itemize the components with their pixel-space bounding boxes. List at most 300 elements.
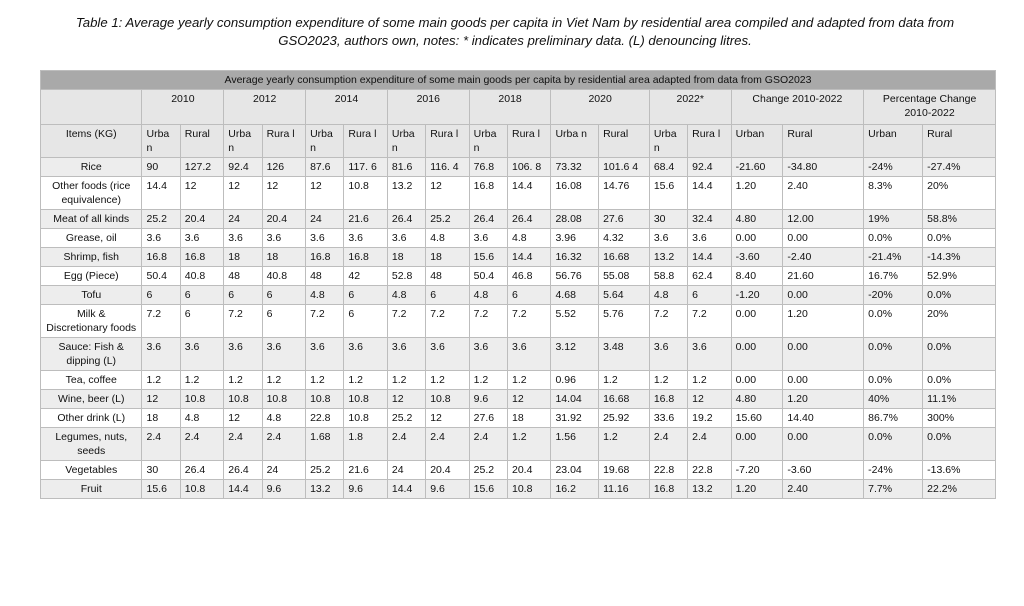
table-cell: 300% bbox=[923, 409, 996, 428]
item-name: Legumes, nuts, seeds bbox=[41, 428, 142, 461]
table-cell: 14.4 bbox=[142, 177, 180, 210]
table-cell: 10.8 bbox=[426, 390, 469, 409]
table-cell: 1.2 bbox=[180, 371, 223, 390]
table-cell: 6 bbox=[180, 305, 223, 338]
table-cell: 12 bbox=[262, 177, 305, 210]
table-cell: 3.6 bbox=[469, 229, 507, 248]
table-caption bbox=[40, 14, 990, 50]
table-cell: 6 bbox=[224, 286, 262, 305]
table-cell: 48 bbox=[306, 267, 344, 286]
table-cell: 3.6 bbox=[649, 229, 687, 248]
table-cell: 1.2 bbox=[507, 428, 550, 461]
table-cell: 24 bbox=[262, 461, 305, 480]
table-cell: 25.2 bbox=[142, 210, 180, 229]
table-cell: 9.6 bbox=[426, 480, 469, 499]
table-cell: -3.60 bbox=[783, 461, 864, 480]
items-header: Items (KG) bbox=[41, 125, 142, 158]
table-cell: 16.8 bbox=[180, 248, 223, 267]
table-cell: 3.6 bbox=[387, 338, 425, 371]
table-cell: 26.4 bbox=[180, 461, 223, 480]
table-cell: 20% bbox=[923, 177, 996, 210]
table-cell: 14.40 bbox=[783, 409, 864, 428]
table-cell: 0.0% bbox=[864, 338, 923, 371]
table-cell: 1.2 bbox=[387, 371, 425, 390]
year-header-row bbox=[41, 90, 996, 125]
table-cell: -7.20 bbox=[731, 461, 783, 480]
table-cell: -3.60 bbox=[731, 248, 783, 267]
table-cell: -24% bbox=[864, 461, 923, 480]
table-cell: -21.4% bbox=[864, 248, 923, 267]
table-cell: 40.8 bbox=[262, 267, 305, 286]
table-cell: 12 bbox=[306, 177, 344, 210]
table-cell: 19.68 bbox=[599, 461, 650, 480]
table-cell: 11.1% bbox=[923, 390, 996, 409]
table-cell: 3.6 bbox=[142, 338, 180, 371]
area-header: Rura l bbox=[688, 125, 731, 158]
table-cell: -20% bbox=[864, 286, 923, 305]
table-cell: 1.20 bbox=[783, 390, 864, 409]
table-cell: 23.04 bbox=[551, 461, 599, 480]
table-cell: 0.00 bbox=[731, 338, 783, 371]
year-header: 2012 bbox=[224, 90, 306, 125]
table-cell: 42 bbox=[344, 267, 387, 286]
table-cell: 0.0% bbox=[923, 229, 996, 248]
table-cell: 16.8 bbox=[344, 248, 387, 267]
table-cell: -1.20 bbox=[731, 286, 783, 305]
table-cell: 16.8 bbox=[469, 177, 507, 210]
table-cell: 3.6 bbox=[344, 229, 387, 248]
table-cell: 4.8 bbox=[507, 229, 550, 248]
table-cell: 21.6 bbox=[344, 210, 387, 229]
table-cell: 4.8 bbox=[387, 286, 425, 305]
table-row bbox=[41, 461, 996, 480]
table-cell: 6 bbox=[426, 286, 469, 305]
table-cell: 2.40 bbox=[783, 177, 864, 210]
item-name: Tea, coffee bbox=[41, 371, 142, 390]
table-cell: 16.32 bbox=[551, 248, 599, 267]
table-cell: 3.6 bbox=[387, 229, 425, 248]
item-name: Tofu bbox=[41, 286, 142, 305]
table-cell: 3.6 bbox=[649, 338, 687, 371]
table-cell: 52.9% bbox=[923, 267, 996, 286]
table-title: Average yearly consumption expenditure of some main goods per capita by residential area adapted from data from GSO2023 bbox=[41, 71, 996, 90]
table-cell: 1.2 bbox=[262, 371, 305, 390]
table-cell: 2.40 bbox=[783, 480, 864, 499]
table-cell: 1.2 bbox=[344, 371, 387, 390]
table-row bbox=[41, 267, 996, 286]
area-header: Urban bbox=[731, 125, 783, 158]
table-cell: 76.8 bbox=[469, 158, 507, 177]
table-cell: 3.6 bbox=[688, 338, 731, 371]
table-cell: 3.6 bbox=[180, 338, 223, 371]
table-cell: 4.8 bbox=[180, 409, 223, 428]
table-cell: 20.4 bbox=[180, 210, 223, 229]
table-cell: 19% bbox=[864, 210, 923, 229]
table-cell: 10.8 bbox=[180, 480, 223, 499]
table-cell: 22.8 bbox=[306, 409, 344, 428]
table-cell: 4.8 bbox=[306, 286, 344, 305]
area-header: Rura l bbox=[426, 125, 469, 158]
table-cell: 12 bbox=[507, 390, 550, 409]
table-cell: 12.00 bbox=[783, 210, 864, 229]
table-cell: 15.6 bbox=[649, 177, 687, 210]
table-cell: 25.2 bbox=[469, 461, 507, 480]
table-cell: 3.6 bbox=[306, 338, 344, 371]
table-cell: 16.7% bbox=[864, 267, 923, 286]
table-cell: 16.08 bbox=[551, 177, 599, 210]
item-name: Other foods (rice equivalence) bbox=[41, 177, 142, 210]
table-cell: 7.2 bbox=[649, 305, 687, 338]
table-cell: 26.4 bbox=[387, 210, 425, 229]
table-cell: 5.64 bbox=[599, 286, 650, 305]
table-cell: 18 bbox=[387, 248, 425, 267]
table-cell: 3.12 bbox=[551, 338, 599, 371]
table-row bbox=[41, 177, 996, 210]
table-cell: 1.2 bbox=[688, 371, 731, 390]
table-cell: 0.00 bbox=[783, 338, 864, 371]
table-cell: 92.4 bbox=[224, 158, 262, 177]
table-cell: 0.00 bbox=[731, 305, 783, 338]
table-cell: 21.60 bbox=[783, 267, 864, 286]
table-cell: 62.4 bbox=[688, 267, 731, 286]
table-cell: 87.6 bbox=[306, 158, 344, 177]
table-cell: 1.2 bbox=[507, 371, 550, 390]
table-cell: 13.2 bbox=[688, 480, 731, 499]
table-cell: 4.32 bbox=[599, 229, 650, 248]
caption-line-1: Table 1: Average yearly consumption expenditure of some main goods per capita in Viet Nam by residential area compiled and adapted from data from bbox=[75, 15, 955, 30]
table-cell: 2.4 bbox=[224, 428, 262, 461]
area-header: Urban bbox=[864, 125, 923, 158]
table-cell: 12 bbox=[426, 177, 469, 210]
table-cell: 4.8 bbox=[469, 286, 507, 305]
table-cell: 9.6 bbox=[344, 480, 387, 499]
table-row bbox=[41, 428, 996, 461]
table-row bbox=[41, 229, 996, 248]
table-cell: 10.8 bbox=[262, 390, 305, 409]
table-cell: 7.7% bbox=[864, 480, 923, 499]
table-cell: 4.8 bbox=[262, 409, 305, 428]
table-cell: 14.4 bbox=[688, 177, 731, 210]
table-cell: 0.0% bbox=[923, 338, 996, 371]
table-cell: 20% bbox=[923, 305, 996, 338]
table-cell: 11.16 bbox=[599, 480, 650, 499]
table-cell: 5.52 bbox=[551, 305, 599, 338]
area-header: Rural bbox=[783, 125, 864, 158]
table-cell: 0.00 bbox=[783, 371, 864, 390]
table-cell: 50.4 bbox=[469, 267, 507, 286]
year-header: 2016 bbox=[387, 90, 469, 125]
table-cell: 0.0% bbox=[923, 286, 996, 305]
table-cell: 25.2 bbox=[306, 461, 344, 480]
table-cell: 0.00 bbox=[783, 229, 864, 248]
table-cell: 6 bbox=[344, 286, 387, 305]
table-cell: 14.4 bbox=[507, 248, 550, 267]
table-cell: 4.80 bbox=[731, 210, 783, 229]
table-cell: 20.4 bbox=[426, 461, 469, 480]
table-title-row bbox=[41, 71, 996, 90]
table-cell: 10.8 bbox=[306, 390, 344, 409]
table-cell: 68.4 bbox=[649, 158, 687, 177]
table-cell: 3.6 bbox=[344, 338, 387, 371]
table-cell: 24 bbox=[224, 210, 262, 229]
table-cell: 8.40 bbox=[731, 267, 783, 286]
table-cell: -27.4% bbox=[923, 158, 996, 177]
table-cell: 1.20 bbox=[731, 480, 783, 499]
area-header: Urba n bbox=[551, 125, 599, 158]
table-cell: 58.8% bbox=[923, 210, 996, 229]
table-cell: -34.80 bbox=[783, 158, 864, 177]
table-cell: 7.2 bbox=[306, 305, 344, 338]
item-name: Vegetables bbox=[41, 461, 142, 480]
table-cell: 26.4 bbox=[469, 210, 507, 229]
table-cell: 18 bbox=[507, 409, 550, 428]
table-cell: -21.60 bbox=[731, 158, 783, 177]
table-cell: 6 bbox=[344, 305, 387, 338]
table-cell: 58.8 bbox=[649, 267, 687, 286]
table-cell: 52.8 bbox=[387, 267, 425, 286]
table-cell: 1.20 bbox=[783, 305, 864, 338]
table-cell: 6 bbox=[507, 286, 550, 305]
table-cell: 1.2 bbox=[599, 428, 650, 461]
area-header: Urba n bbox=[469, 125, 507, 158]
table-cell: 46.8 bbox=[507, 267, 550, 286]
table-row bbox=[41, 338, 996, 371]
table-row bbox=[41, 409, 996, 428]
table-cell: 2.4 bbox=[649, 428, 687, 461]
item-name: Milk & Discretionary foods bbox=[41, 305, 142, 338]
table-cell: 3.6 bbox=[224, 338, 262, 371]
item-name: Meat of all kinds bbox=[41, 210, 142, 229]
table-cell: 126 bbox=[262, 158, 305, 177]
table-cell: 40.8 bbox=[180, 267, 223, 286]
table-cell: 25.2 bbox=[426, 210, 469, 229]
table-cell: 2.4 bbox=[688, 428, 731, 461]
item-name: Sauce: Fish & dipping (L) bbox=[41, 338, 142, 371]
table-cell: 0.0% bbox=[864, 428, 923, 461]
table-cell: 18 bbox=[426, 248, 469, 267]
table-cell: 106. 8 bbox=[507, 158, 550, 177]
table-cell: 0.96 bbox=[551, 371, 599, 390]
table-cell: 101.6 4 bbox=[599, 158, 650, 177]
table-cell: 26.4 bbox=[224, 461, 262, 480]
table-cell: 7.2 bbox=[142, 305, 180, 338]
table-cell: 21.6 bbox=[344, 461, 387, 480]
table-row bbox=[41, 480, 996, 499]
item-name: Other drink (L) bbox=[41, 409, 142, 428]
table-cell: 12 bbox=[426, 409, 469, 428]
table-cell: 22.8 bbox=[688, 461, 731, 480]
table-cell: 0.0% bbox=[923, 371, 996, 390]
table-cell: 81.6 bbox=[387, 158, 425, 177]
table-cell: 0.00 bbox=[731, 229, 783, 248]
table-cell: 25.92 bbox=[599, 409, 650, 428]
area-header: Rural bbox=[599, 125, 650, 158]
table-cell: 18 bbox=[142, 409, 180, 428]
table-cell: 12 bbox=[387, 390, 425, 409]
header-blank bbox=[41, 90, 142, 125]
table-cell: 7.2 bbox=[387, 305, 425, 338]
table-cell: 13.2 bbox=[649, 248, 687, 267]
item-name: Grease, oil bbox=[41, 229, 142, 248]
table-cell: 6 bbox=[180, 286, 223, 305]
table-cell: 12 bbox=[142, 390, 180, 409]
table-cell: 2.4 bbox=[469, 428, 507, 461]
table-cell: 27.6 bbox=[599, 210, 650, 229]
table-cell: 3.6 bbox=[306, 229, 344, 248]
table-cell: 3.6 bbox=[262, 229, 305, 248]
table-cell: 12 bbox=[688, 390, 731, 409]
table-cell: 6 bbox=[262, 305, 305, 338]
table-cell: 30 bbox=[142, 461, 180, 480]
table-cell: 55.08 bbox=[599, 267, 650, 286]
table-cell: 2.4 bbox=[142, 428, 180, 461]
table-cell: 3.6 bbox=[262, 338, 305, 371]
table-cell: 10.8 bbox=[344, 390, 387, 409]
table-cell: 22.2% bbox=[923, 480, 996, 499]
item-name: Fruit bbox=[41, 480, 142, 499]
table-cell: 7.2 bbox=[469, 305, 507, 338]
table-cell: 3.6 bbox=[180, 229, 223, 248]
table-cell: 2.4 bbox=[387, 428, 425, 461]
area-header: Rura l bbox=[262, 125, 305, 158]
table-cell: 13.2 bbox=[387, 177, 425, 210]
table-cell: 3.96 bbox=[551, 229, 599, 248]
table-cell: 20.4 bbox=[507, 461, 550, 480]
table-row bbox=[41, 210, 996, 229]
table-cell: 4.8 bbox=[426, 229, 469, 248]
table-cell: 2.4 bbox=[262, 428, 305, 461]
table-row bbox=[41, 305, 996, 338]
table-cell: 7.2 bbox=[426, 305, 469, 338]
year-header: 2014 bbox=[306, 90, 388, 125]
year-header: 2010 bbox=[142, 90, 224, 125]
table-cell: 13.2 bbox=[306, 480, 344, 499]
table-cell: 18 bbox=[224, 248, 262, 267]
table-cell: 92.4 bbox=[688, 158, 731, 177]
table-row bbox=[41, 248, 996, 267]
table-cell: 12 bbox=[224, 177, 262, 210]
table-cell: 0.00 bbox=[731, 371, 783, 390]
table-cell: 7.2 bbox=[224, 305, 262, 338]
table-cell: 3.6 bbox=[142, 229, 180, 248]
table-cell: 3.6 bbox=[469, 338, 507, 371]
consumption-table bbox=[40, 70, 996, 499]
table-cell: 48 bbox=[426, 267, 469, 286]
area-header: Rura l bbox=[507, 125, 550, 158]
year-header: 2018 bbox=[469, 90, 551, 125]
table-cell: 16.8 bbox=[649, 480, 687, 499]
area-header: Urba n bbox=[387, 125, 425, 158]
item-name: Wine, beer (L) bbox=[41, 390, 142, 409]
table-cell: 8.3% bbox=[864, 177, 923, 210]
table-cell: 4.68 bbox=[551, 286, 599, 305]
table-cell: 15.6 bbox=[142, 480, 180, 499]
table-cell: 28.08 bbox=[551, 210, 599, 229]
table-cell: -2.40 bbox=[783, 248, 864, 267]
table-cell: 73.32 bbox=[551, 158, 599, 177]
table-cell: 0.0% bbox=[864, 371, 923, 390]
table-cell: 30 bbox=[649, 210, 687, 229]
table-cell: 1.2 bbox=[649, 371, 687, 390]
table-cell: -13.6% bbox=[923, 461, 996, 480]
table-cell: -14.3% bbox=[923, 248, 996, 267]
table-cell: 14.76 bbox=[599, 177, 650, 210]
table-cell: 14.4 bbox=[224, 480, 262, 499]
table-cell: 14.04 bbox=[551, 390, 599, 409]
table-cell: 18 bbox=[262, 248, 305, 267]
table-cell: 5.76 bbox=[599, 305, 650, 338]
table-cell: 26.4 bbox=[507, 210, 550, 229]
table-cell: 117. 6 bbox=[344, 158, 387, 177]
table-cell: 20.4 bbox=[262, 210, 305, 229]
table-cell: 31.92 bbox=[551, 409, 599, 428]
table-cell: 40% bbox=[864, 390, 923, 409]
table-cell: 86.7% bbox=[864, 409, 923, 428]
table-cell: 16.68 bbox=[599, 248, 650, 267]
table-cell: 22.8 bbox=[649, 461, 687, 480]
table-cell: 1.2 bbox=[142, 371, 180, 390]
table-cell: 33.6 bbox=[649, 409, 687, 428]
table-row bbox=[41, 158, 996, 177]
caption-line-2: GSO2023, authors own, notes: * indicates preliminary data. (L) denouncing litres. bbox=[278, 33, 752, 48]
sub-header-row bbox=[41, 125, 996, 158]
item-name: Rice bbox=[41, 158, 142, 177]
table-cell: 16.68 bbox=[599, 390, 650, 409]
table-cell: 3.6 bbox=[224, 229, 262, 248]
year-header: Percentage Change 2010-2022 bbox=[864, 90, 996, 125]
year-header: 2022* bbox=[649, 90, 731, 125]
table-cell: 10.8 bbox=[180, 390, 223, 409]
table-cell: 7.2 bbox=[507, 305, 550, 338]
area-header: Rura l bbox=[344, 125, 387, 158]
item-name: Shrimp, fish bbox=[41, 248, 142, 267]
area-header: Urba n bbox=[224, 125, 262, 158]
table-cell: 0.00 bbox=[783, 428, 864, 461]
table-cell: 24 bbox=[387, 461, 425, 480]
table-cell: 2.4 bbox=[180, 428, 223, 461]
table-cell: 10.8 bbox=[224, 390, 262, 409]
table-cell: 90 bbox=[142, 158, 180, 177]
table-cell: 127.2 bbox=[180, 158, 223, 177]
table-cell: 0.0% bbox=[864, 305, 923, 338]
table-row bbox=[41, 371, 996, 390]
table-cell: 6 bbox=[142, 286, 180, 305]
year-header: 2020 bbox=[551, 90, 649, 125]
table-cell: 50.4 bbox=[142, 267, 180, 286]
area-header: Rural bbox=[180, 125, 223, 158]
table-cell: 1.2 bbox=[224, 371, 262, 390]
table-cell: 15.60 bbox=[731, 409, 783, 428]
table-row bbox=[41, 390, 996, 409]
table-cell: 1.2 bbox=[426, 371, 469, 390]
area-header: Urba n bbox=[649, 125, 687, 158]
year-header: Change 2010-2022 bbox=[731, 90, 864, 125]
table-cell: 12 bbox=[224, 409, 262, 428]
table-cell: 3.6 bbox=[426, 338, 469, 371]
table-cell: 0.00 bbox=[783, 286, 864, 305]
table-cell: 6 bbox=[688, 286, 731, 305]
table-cell: 9.6 bbox=[469, 390, 507, 409]
table-cell: 32.4 bbox=[688, 210, 731, 229]
table-cell: 16.2 bbox=[551, 480, 599, 499]
table-cell: 0.0% bbox=[923, 428, 996, 461]
table-row bbox=[41, 286, 996, 305]
table-cell: 25.2 bbox=[387, 409, 425, 428]
item-name: Egg (Piece) bbox=[41, 267, 142, 286]
table-cell: 1.20 bbox=[731, 177, 783, 210]
table-cell: 6 bbox=[262, 286, 305, 305]
table-cell: 27.6 bbox=[469, 409, 507, 428]
